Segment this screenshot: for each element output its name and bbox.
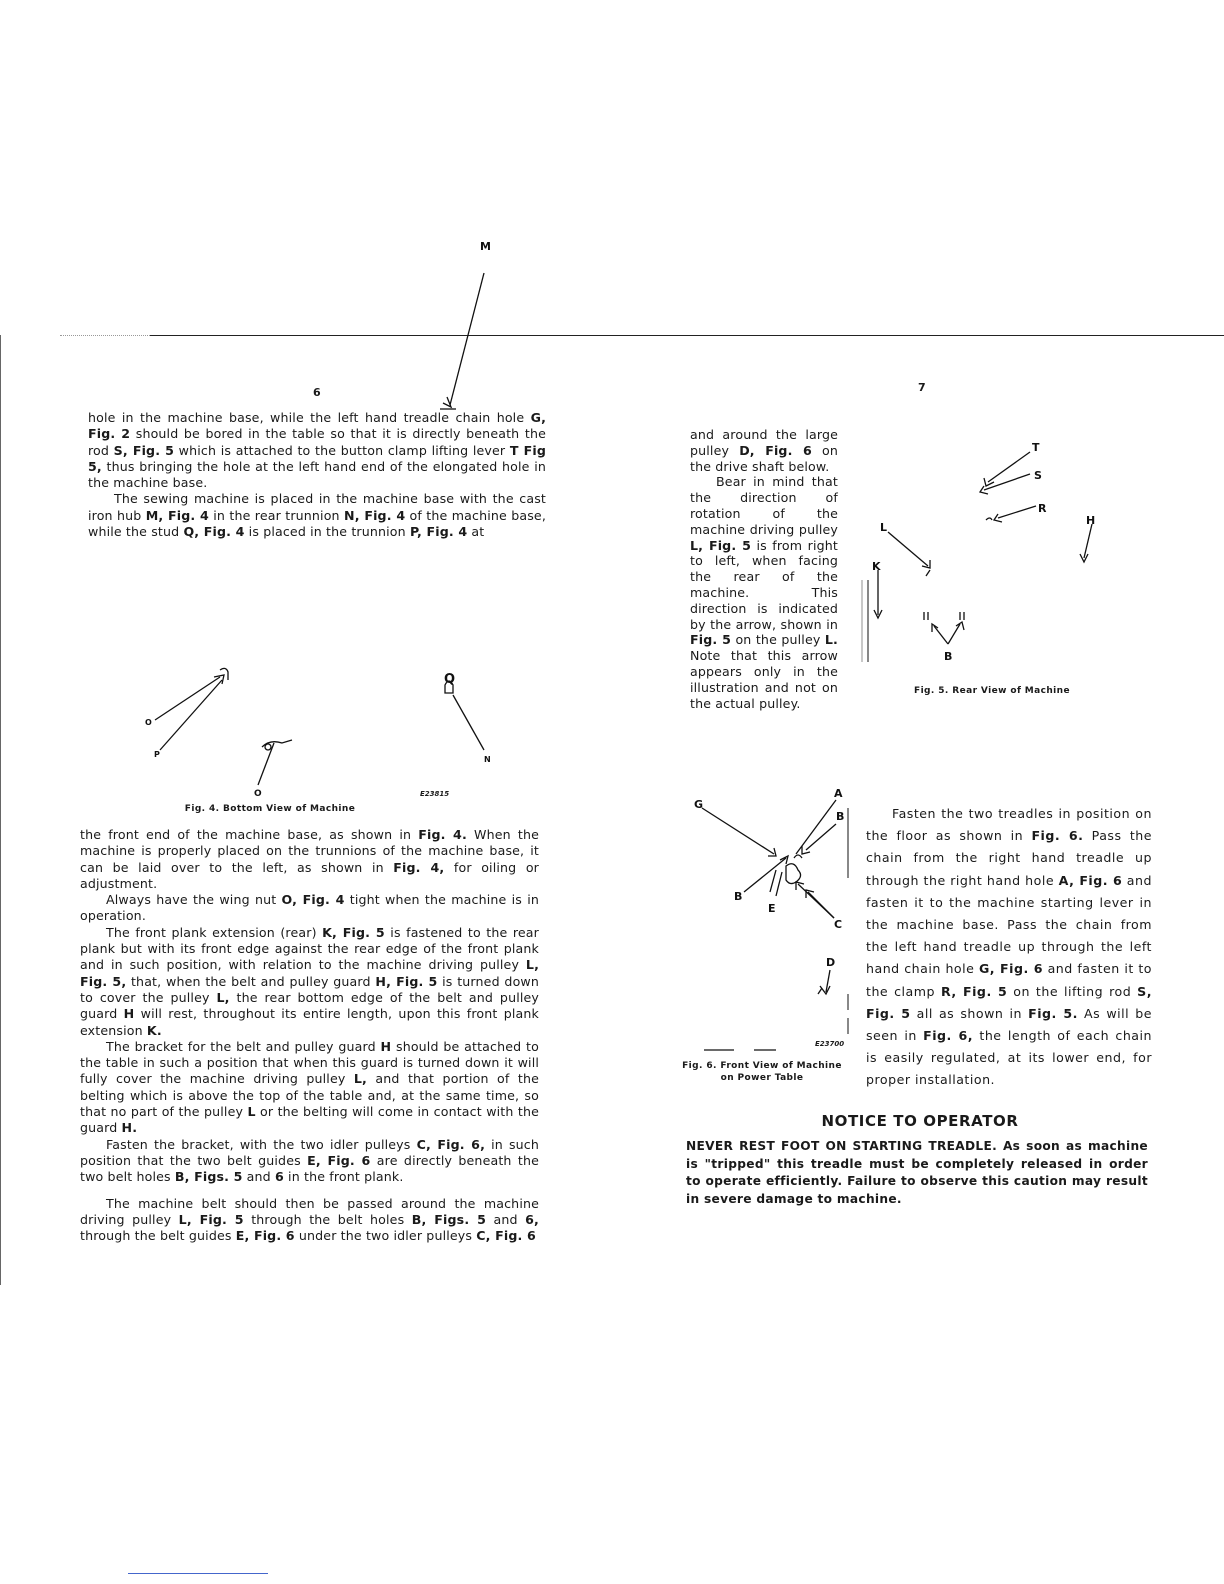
bold-reference: H.	[121, 1120, 138, 1136]
bold-reference: O, Fig. 4	[281, 892, 345, 908]
figure-6-caption-line1: Fig. 6. Front View of Machine	[682, 1061, 842, 1071]
leader-line	[806, 824, 836, 850]
figure-5-diagram	[860, 430, 1120, 680]
paragraph: the front end of the machine base, as shown in Fig. 4. When the machine is properly placed on the trunnions of the machine base, it can be laid over to the left, as shown in Fig. 4, for oiling or adjustment.	[80, 827, 539, 891]
leader-line	[934, 626, 948, 644]
page-number-left: 6	[313, 386, 321, 399]
label-d: D	[826, 956, 836, 969]
bold-reference: R, Fig. 5	[940, 983, 1008, 999]
figure-5-caption: Fig. 5. Rear View of Machine	[914, 686, 1070, 696]
figure-4-diagram	[140, 240, 500, 805]
leader-line	[160, 680, 222, 750]
paragraph: The sewing machine is placed in the machine base with the cast iron hub M, Fig. 4 in the rear trunnion N, Fig. 4 of the machine base, while the stud Q, Fig. 4 is placed in the trunnion P, Fig. 4 at	[88, 491, 546, 540]
paragraph: Fasten the two treadles in position on the floor as shown in Fig. 6. Pass the chain from the right hand treadle up through the right hand hole A, Fig. 6 and fasten it to the machine starting lever in the machine base. Pass the chain from the left hand treadle up through the left hand chain hole G, Fig. 6 and fasten it to the clamp R, Fig. 5 on the lifting rod S, Fig. 5 all as shown in Fig. 5. As will be seen in Fig. 6, the length of each chain is easily regulated, at its lower end, for proper installation.	[866, 806, 1153, 1088]
label-o-bottom: O	[254, 789, 262, 799]
notice-title: NOTICE TO OPERATOR	[821, 1112, 1019, 1130]
label-r: R	[1038, 502, 1047, 515]
bold-reference: H	[380, 1038, 392, 1054]
paragraph: The machine belt should then be passed around the machine driving pulley L, Fig. 5 through the belt holes B, Figs. 5 and 6, through the belt guides E, Fig. 6 under the two idler pulleys C, Fig. 6	[80, 1195, 539, 1244]
label-q: Q	[444, 672, 456, 687]
top-rule-faint	[60, 335, 150, 336]
leader-line	[450, 273, 484, 405]
bold-reference: S, Fig. 5	[866, 983, 1153, 1021]
label-t: T	[1032, 441, 1040, 454]
bold-reference: M, Fig. 4	[145, 507, 209, 523]
figure-4-caption: Fig. 4. Bottom View of Machine	[184, 804, 356, 814]
bold-reference: G,	[530, 410, 546, 425]
label-m: M	[480, 240, 491, 253]
bold-reference: Fig. 4,	[393, 859, 445, 875]
leader-line	[1084, 524, 1092, 558]
leader-line	[948, 624, 960, 644]
bold-reference: D, Fig. 6	[739, 442, 812, 458]
bold-reference: L.	[824, 632, 838, 648]
leader-line	[798, 884, 834, 918]
bold-reference: P, Fig. 4	[409, 524, 468, 540]
label-g: G	[694, 798, 704, 811]
label-b-top: B	[836, 810, 845, 823]
arrow-head	[820, 986, 830, 994]
left-page-edge	[0, 335, 1, 1285]
leader-line	[796, 800, 836, 854]
bold-reference: K, Fig. 5	[322, 924, 385, 940]
bold-reference: G, Fig. 6	[978, 961, 1043, 977]
bold-reference: Fig. 6.	[1031, 828, 1084, 844]
paragraph: and around the large pulley D, Fig. 6 on the drive shaft below.	[690, 427, 839, 474]
wing-nut-shape	[262, 740, 292, 747]
belt-hole-marks	[924, 612, 964, 620]
leader-line	[998, 506, 1036, 518]
bold-reference: C, Fig. 6	[476, 1228, 536, 1244]
label-s: S	[1034, 469, 1042, 482]
bottom-underline	[128, 1573, 268, 1574]
bold-reference: B, Figs. 5	[411, 1211, 487, 1227]
bold-reference: C, Fig. 6,	[416, 1136, 486, 1152]
idler-pulley-shape	[786, 864, 801, 884]
figure-6-text	[866, 803, 1152, 1092]
label-e: E	[768, 902, 776, 915]
bold-reference: L, Fig. 5	[178, 1211, 244, 1227]
figure-6-code: E23700	[815, 1040, 845, 1048]
label-c: C	[834, 918, 843, 931]
figure-6-diagram	[690, 788, 870, 1058]
arrow-head	[443, 397, 451, 407]
leader-line	[744, 858, 786, 892]
label-p: P	[154, 750, 160, 759]
right-column-text	[690, 427, 838, 711]
label-l: L	[880, 521, 888, 534]
bold-reference: E, Fig. 6	[307, 1152, 371, 1168]
bold-reference: T Fig 5,	[88, 442, 546, 474]
bold-reference: E, Fig. 6	[235, 1228, 295, 1244]
clamp-shape	[986, 518, 992, 520]
label-b-left: B	[734, 890, 743, 903]
leader-line	[888, 532, 928, 566]
paragraph: The bracket for the belt and pulley guard H should be attached to the table in such a position that when this guard is turned down it will fully cover the machine driving pulley L, and that portion of the belting which is above the top of the table and, at the same time, so that no part of the pulley L or the belting will come in contact with the guard H.	[80, 1038, 540, 1136]
wing-nut-dot	[265, 744, 271, 750]
left-text-bottom	[80, 827, 539, 1244]
figure-6-caption	[682, 1060, 842, 1084]
bold-reference: Fig. 6,	[923, 1028, 974, 1044]
page-number-right: 7	[918, 381, 926, 394]
bold-reference: S, Fig. 5	[113, 442, 175, 458]
leader-line	[988, 452, 1030, 482]
leader-line	[453, 695, 484, 750]
notice-body: NEVER REST FOOT ON STARTING TREADLE. As soon as machine is "tripped" this treadle must be completely released in order to operate efficiently. Failure to observe this caution may result in severe damage to machine.	[686, 1139, 1148, 1206]
label-h: H	[1086, 514, 1096, 527]
bold-reference: H, Fig. 5	[375, 973, 438, 989]
leader-line	[770, 870, 776, 892]
bold-reference: 6,	[525, 1211, 539, 1227]
bold-reference: L, Fig. 5,	[80, 957, 539, 989]
bold-reference: Fig. 5	[690, 632, 732, 648]
bold-reference: Fig. 5.	[1028, 1005, 1078, 1021]
leader-line	[155, 677, 220, 720]
leader-line	[984, 474, 1030, 490]
bold-reference: 6	[274, 1169, 284, 1185]
leader-line	[702, 808, 774, 854]
label-o-left: O	[145, 718, 152, 727]
tick	[818, 988, 822, 994]
bold-reference: B, Figs. 5	[174, 1169, 243, 1185]
pulley-top-shape	[794, 855, 802, 858]
paragraph: Bear in mind that the direction of rotation of the machine driving pulley L, Fig. 5 is from right to left, when facing the rear of the machine. This direction is indicated by the arrow, shown in Fig. 5 on the pulley L. Note that this arrow appears only in the illustration and not on the actual pulley.	[690, 474, 838, 711]
bold-reference: Q, Fig. 4	[183, 524, 245, 540]
bold-reference: L, Fig. 5	[690, 537, 752, 553]
label-a: A	[834, 787, 843, 800]
paragraph: hole in the machine base, while the left hand treadle chain hole G, Fig. 2 should be bored in the table so that it is directly beneath the rod S, Fig. 5 which is attached to the button clamp lifting lever T Fig 5, thus bringing the hole at the left hand end of the elongated hole in the machine base.	[88, 410, 546, 491]
bold-reference: L,	[216, 989, 230, 1005]
bold-reference: N, Fig. 4	[344, 507, 406, 523]
label-n: N	[484, 755, 491, 764]
bold-reference: Fig. 2	[88, 426, 131, 442]
bold-reference: L,	[353, 1071, 367, 1087]
bold-reference: Fig. 4.	[418, 827, 467, 842]
figure-6-caption-line2: on Power Table	[720, 1073, 804, 1083]
trunnion-shape	[220, 668, 228, 680]
paragraph: Fasten the bracket, with the two idler pulleys C, Fig. 6, in such position that the two belt guides E, Fig. 6 are directly beneath the two belt holes B, Figs. 5 and 6 in the front plank.	[80, 1136, 540, 1185]
bold-reference: K.	[146, 1022, 162, 1038]
paragraph: The front plank extension (rear) K, Fig. 5 is fastened to the rear plank but with its front edge against the rear edge of the front plank and in such position, with relation to the machine driving pulley L, Fig. 5, that, when the belt and pulley guard H, Fig. 5 is turned down to cover the pulley L, the rear bottom edge of the belt and pulley guard H will rest, throughout its entire length, upon this front plank extension K.	[80, 924, 540, 1038]
figure-4-code: E23815	[420, 790, 450, 798]
paragraph: Always have the wing nut O, Fig. 4 tight when the machine is in operation.	[80, 892, 539, 924]
bold-reference: L	[247, 1104, 256, 1120]
bold-reference: A, Fig. 6	[1058, 872, 1123, 888]
leader-line	[776, 872, 782, 896]
label-k: K	[872, 560, 881, 573]
label-b: B	[944, 650, 953, 663]
bold-reference: H	[123, 1006, 135, 1022]
tick	[926, 570, 930, 576]
